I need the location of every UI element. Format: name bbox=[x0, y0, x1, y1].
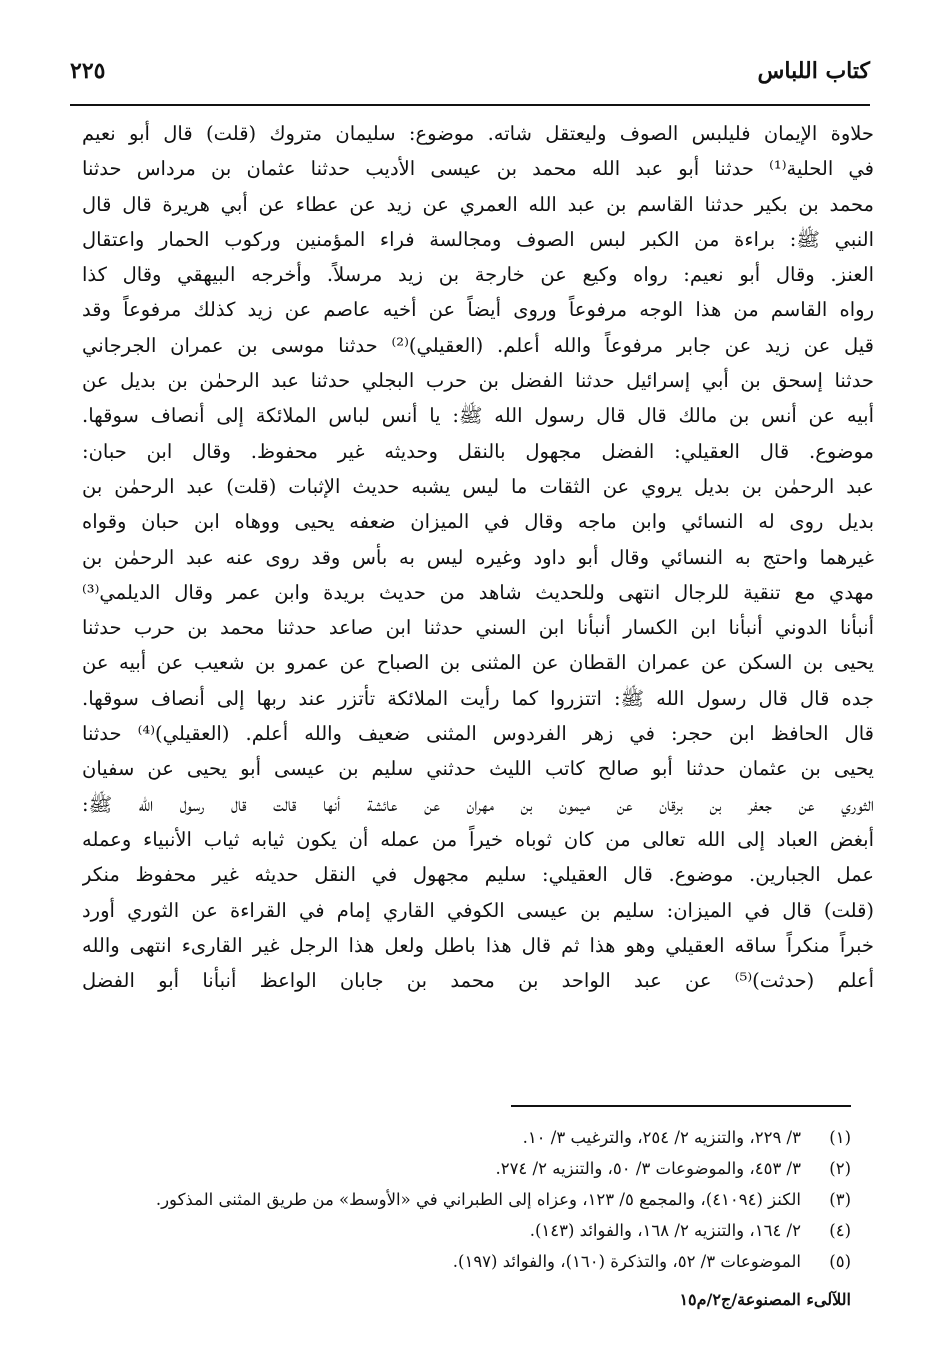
text-line: أبغض العباد إلى الله تعالى من كان ثوباه خيراً من عمله أن يكون ثيابه ثياب الأنبياء وعمله bbox=[82, 827, 874, 851]
running-header bbox=[70, 58, 870, 98]
footnote bbox=[81, 1153, 851, 1184]
footnote-number: (٥) bbox=[829, 1252, 851, 1271]
text-line: عمل الجبارين. موضوع. قال العقيلي: سليم مجهول في النقل حديثه غير محفوظ منكر bbox=[82, 863, 874, 887]
page-number: ٢٢٥ bbox=[70, 58, 106, 84]
text-line: النبي ﷺ: براءة من الكبر لبس الصوف ومجالسة فراء المؤمنين وركوب الحمار واعتقال bbox=[82, 227, 874, 251]
text-line: أبيه عن أنس بن مالك قال قال رسول الله ﷺ: يا أنس لباس الملائكة إلى أنصاف سوقها. bbox=[82, 404, 874, 428]
footnote-divider bbox=[511, 1105, 851, 1107]
footnote-text: الموضوعات ٣/ ٥٢، والتذكرة (١٦٠)، والفوائد (١٩٧). bbox=[452, 1252, 801, 1271]
footnote bbox=[81, 1122, 851, 1153]
text-line: أنبأنا الدوني أنبأنا ابن الكسار أنبأنا ابن السني حدثنا ابن صاعد حدثنا محمد بن حرب حدثنا bbox=[82, 616, 874, 640]
signature-mark: اللآلىء المصنوعة/ج٢/م١٥ bbox=[679, 1290, 851, 1309]
text-line: يحيى بن عثمان حدثنا أبو صالح كاتب الليث حدثني سليم بن عيسى أبو يحيى عن سفيان bbox=[82, 757, 874, 781]
footnote-number: (١) bbox=[829, 1128, 851, 1147]
footnote bbox=[81, 1246, 851, 1277]
text-line: موضوع. قال العقيلي: الفضل مجهول بالنقل وحديثه غير محفوظ. وقال ابن حبان: bbox=[82, 439, 874, 463]
text-line: (قلت) قال في الميزان: سليم بن عيسى الكوفي القاري إمام في القراءة عن الثوري أورد bbox=[82, 898, 874, 922]
chapter-title: كتاب اللباس bbox=[757, 58, 870, 84]
text-line: خبراً منكراً ساقه العقيلي وهو هذا ثم قال هذا باطل ولعل هذا الرجل غير القارىء انتهى والله bbox=[82, 933, 874, 957]
text-line: يحيى بن السكن عن عمران القطان عن المثنى بن الصباح عن عمرو بن شعيب عن أبيه عن bbox=[82, 651, 874, 675]
text-line: عبد الرحمٰن بن بديل يروي عن الثقات ما ليس يشبه حديث الإثبات (قلت) عبد الرحمٰن بن bbox=[82, 474, 874, 498]
text-line: غيرهما واحتج به النسائي وقال أبو داود وغيره ليس به بأس وقد روى عنه عبد الرحمٰن بن bbox=[82, 545, 874, 569]
text-line: بديل روى له النسائي وابن ماجه وقال في الميزان ضعفه يحيى ووهاه ابن حبان وقواه bbox=[82, 510, 874, 534]
footnote-number: (٣) bbox=[829, 1190, 851, 1209]
footnote-number: (٢) bbox=[829, 1159, 851, 1178]
text-line: محمد بن بكير حدثنا القاسم بن عبد الله العمري عن زيد عن عطاء عن أبي هريرة قال قال bbox=[82, 192, 874, 216]
text-line: حدثنا إسحق بن أبي إسرائيل حدثنا الفضل بن حرب البجلي حدثنا عبد الرحمٰن بن بديل عن bbox=[82, 369, 874, 393]
footnote bbox=[81, 1215, 851, 1246]
footnote-text: ٢/ ١٦٤، والتنزيه ٢/ ١٦٨، والفوائد (١٤٣). bbox=[529, 1221, 801, 1240]
text-line: الثوري عن جعفر بن برقان عن ميمون بن مهران عن عائشة أنها قالت قال رسول الله ﷺ: bbox=[82, 792, 874, 816]
text-line: رواه القاسم من هذا الوجه مرفوعاً وروى أيضاً عن أخيه عاصم عن زيد كذلك مرفوعاً وقد bbox=[82, 298, 874, 322]
footnote-text: ٣/ ٤٥٣، والموضوعات ٣/ ٥٠، والتنزيه ٢/ ٢٧٤. bbox=[495, 1159, 801, 1178]
footnotes bbox=[81, 1122, 851, 1277]
footnote bbox=[81, 1184, 851, 1215]
text-line: مهدي مع تنقية للرجال انتهى وللحديث شاهد من حديث بريدة وابن عمر وقال الديلمي⁽³⁾ bbox=[82, 580, 874, 604]
text-line: أعلم (حدثت)⁽⁵⁾ عن عبد الواحد بن محمد بن جابان الواعظ أنبأنا أبو الفضل bbox=[82, 969, 874, 993]
text-line: قيل عن زيد عن جابر مرفوعاً والله أعلم. (العقيلي)⁽²⁾ حدثنا موسى بن عمران الجرجاني bbox=[82, 333, 874, 357]
text-line: العنز. وقال أبو نعيم: رواه وكيع عن خارجة بن زيد مرسلاً. وأخرجه البيهقي وقال كذا bbox=[82, 263, 874, 287]
footnote-text: الكنز (٤١٠٩٤)، والمجمع ٥/ ١٢٣، وعزاه إلى الطبراني في «الأوسط» من طريق المثنى المذكور. bbox=[155, 1190, 801, 1209]
main-text bbox=[82, 116, 874, 1066]
footnote-number: (٤) bbox=[829, 1221, 851, 1240]
text-line: حلاوة الإيمان فليلبس الصوف وليعتقل شاته. موضوع: سليمان متروك (قلت) قال أبو نعيم bbox=[82, 122, 874, 145]
text-line: جده قال قال رسول الله ﷺ: اتتزروا كما رأيت الملائكة تأتزر عند ربها إلى أنصاف سوقها. bbox=[82, 686, 874, 710]
header-divider bbox=[70, 104, 870, 106]
footnote-text: ٣/ ٢٢٩، والتنزيه ٢/ ٢٥٤، والترغيب ٣/ ١٠. bbox=[522, 1128, 801, 1147]
text-line: قال الحافظ ابن حجر: في زهر الفردوس المثنى ضعيف والله أعلم. (العقيلي)⁽⁴⁾ حدثنا bbox=[82, 722, 874, 746]
text-line: في الحلية⁽¹⁾ حدثنا أبو عبد الله محمد بن عيسى الأديب حدثنا عثمان بن مرداس حدثنا bbox=[82, 157, 874, 181]
